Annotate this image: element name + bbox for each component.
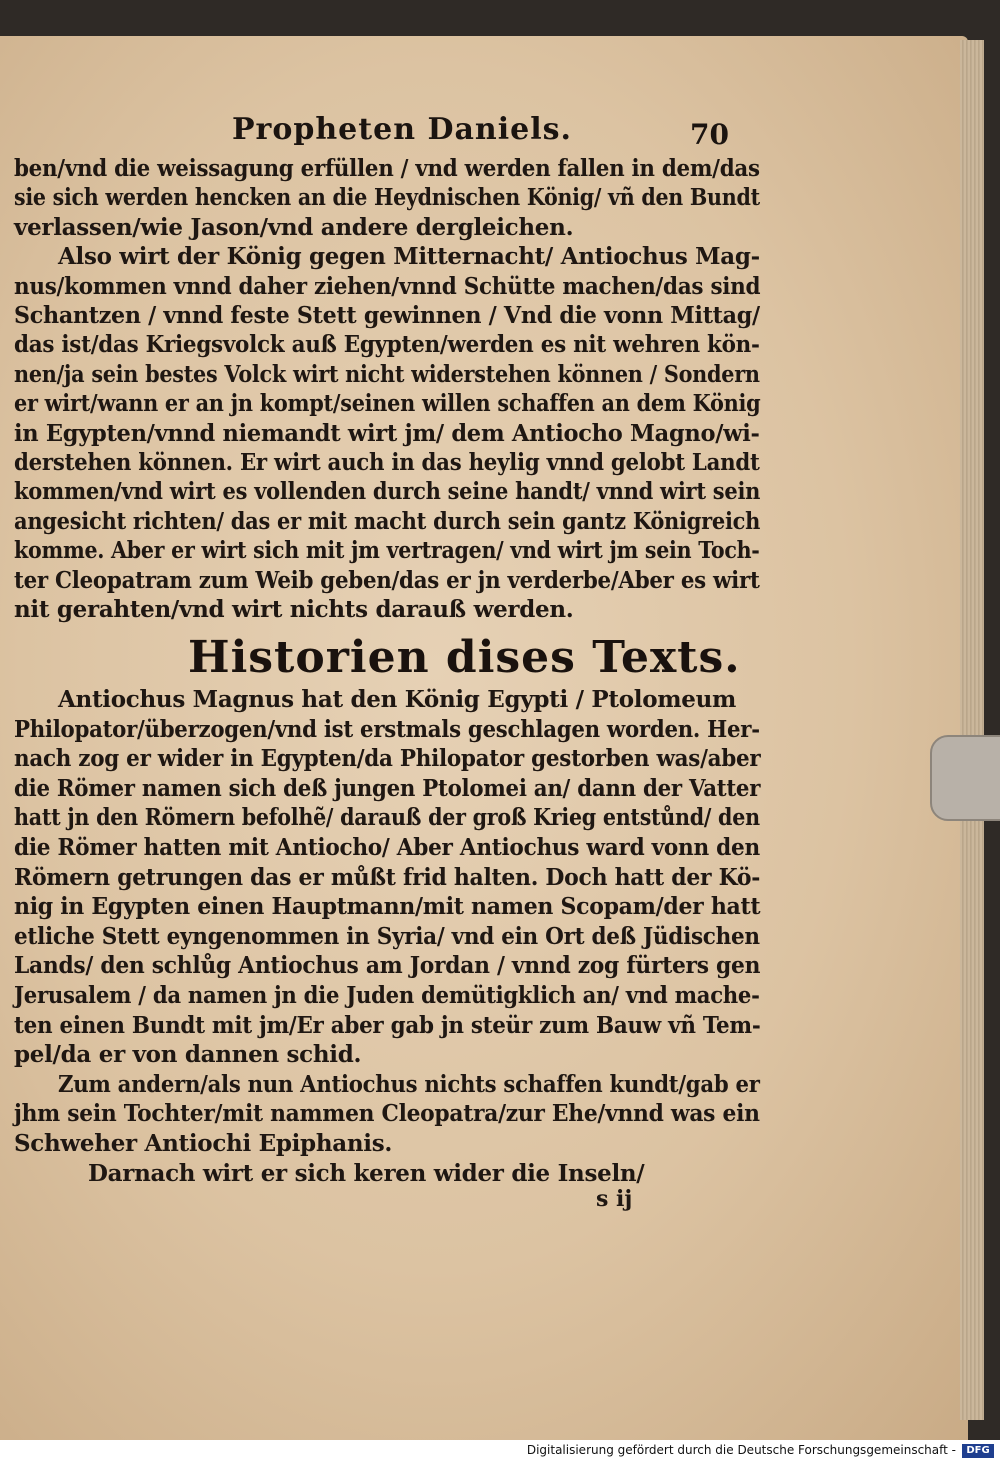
signature-mark: s ij	[596, 1186, 633, 1212]
text-line: nus/kommen vnnd daher ziehen/vnnd Schütte machen/das sind	[14, 272, 761, 300]
text-line: jhm sein Tochter/mit nammen Cleopatra/zur Ehe/vnnd was ein	[14, 1100, 760, 1128]
text-line: Also wirt der König gegen Mitternacht/ Antiochus Mag-	[58, 243, 760, 271]
text-line: sie sich werden hencken an die Heydnischen König/ vñ den Bundt	[14, 184, 760, 212]
text-line: nen/ja sein bestes Volck wirt nicht widerstehen können / Sondern	[14, 360, 760, 388]
text-line: hatt jn den Römern befolhẽ/ darauß der groß Krieg entstůnd/ den	[14, 804, 760, 832]
page-edges	[960, 40, 984, 1420]
footer-bar	[0, 1440, 1000, 1463]
text-line: derstehen können. Er wirt auch in das heylig vnnd gelobt Landt	[14, 449, 760, 476]
text-line: Schweher Antiochi Epiphanis.	[14, 1130, 393, 1157]
text-line: angesicht richten/ das er mit macht durch sein gantz Königreich	[14, 507, 761, 535]
bookmark-clip	[930, 735, 1000, 821]
text-line: Lands/ den schlůg Antiochus am Jordan / vnnd zog fürters gen	[14, 952, 761, 980]
footer-credit: Digitalisierung gefördert durch die Deutsche Forschungsgemeinschaft -	[526, 1443, 956, 1457]
text-line: ter Cleopatram zum Weib geben/das er jn verderbe/Aber es wirt	[14, 566, 760, 594]
text-line: Jerusalem / da namen jn die Juden demütigklich an/ vnd mache-	[14, 982, 760, 1009]
text-line: pel/da er von dannen schid.	[14, 1041, 362, 1069]
text-line: die Römer hatten mit Antiocho/ Aber Antiochus ward vonn den	[14, 834, 760, 861]
text-line: Schantzen / vnnd feste Stett gewinnen / Vnd die vonn Mittag/	[14, 302, 760, 329]
text-line: nig in Egypten einen Hauptmann/mit namen Scopam/der hatt	[14, 893, 761, 921]
text-line: Zum andern/als nun Antiochus nichts schaffen kundt/gab er	[58, 1070, 760, 1098]
section-heading: Historien dises Texts.	[188, 632, 741, 683]
text-line: kommen/vnd wirt es vollenden durch seine handt/ vnnd wirt sein	[14, 478, 761, 506]
text-line: die Römer namen sich deß jungen Ptolomei an/ dann der Vatter	[14, 774, 761, 802]
text-line: Darnach wirt er sich keren wider die Inseln/	[88, 1159, 645, 1187]
text-line: in Egypten/vnnd niemandt wirt jm/ dem Antiocho Magno/wi-	[14, 419, 760, 447]
text-line: komme. Aber er wirt sich mit jm vertragen/ vnd wirt jm sein Toch-	[14, 537, 760, 565]
text-line: Antiochus Magnus hat den König Egypti / Ptolomeum	[58, 686, 737, 713]
text-line: Römern getrungen das er můßt frid halten. Doch hatt der Kö-	[14, 863, 761, 891]
running-head: Propheten Daniels.	[232, 112, 572, 147]
text-line: Philopator/überzogen/vnd ist erstmals geschlagen worden. Her-	[14, 715, 760, 743]
text-line: verlassen/wie Jason/vnd andere dergleichen.	[14, 213, 574, 241]
text-line: das ist/das Kriegsvolck auß Egypten/werden es nit wehren kön-	[14, 331, 760, 359]
text-line: nach zog er wider in Egypten/da Philopator gestorben was/aber	[14, 745, 761, 773]
text-line: etliche Stett eyngenommen in Syria/ vnd ein Ort deß Jüdischen	[14, 922, 760, 950]
text-line: nit gerahten/vnd wirt nichts darauß werden.	[14, 596, 574, 623]
folio-number: 70	[690, 118, 729, 151]
text-line: er wirt/wann er an jn kompt/seinen willen schaffen an dem König	[14, 390, 761, 418]
dfg-logo: DFG	[962, 1444, 994, 1458]
text-line: ben/vnd die weissagung erfüllen / vnd werden fallen in dem/das	[14, 155, 760, 182]
text-line: ten einen Bundt mit jm/Er aber gab jn steür zum Bauw vñ Tem-	[14, 1011, 761, 1039]
